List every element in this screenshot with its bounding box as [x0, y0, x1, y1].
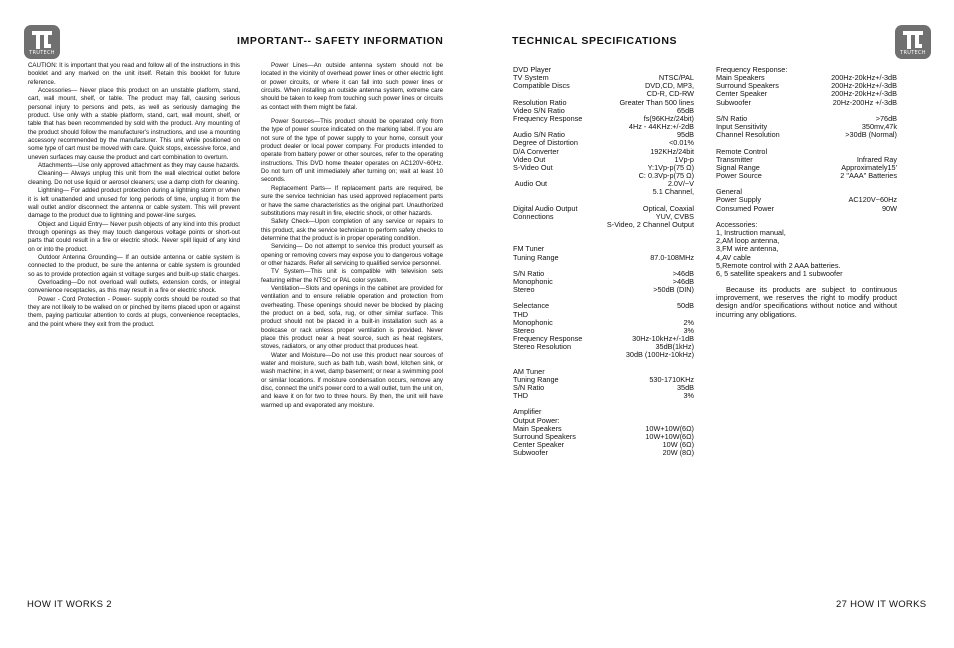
page-footer-left: HOW IT WORKS 2: [27, 599, 112, 610]
logo-text: TRUTECH: [900, 50, 926, 56]
logo-text: TRUTECH: [29, 50, 55, 56]
paragraph: Lightning— For added product protection during a lightning storm or when it is left unattended and unused for long periods of time, unplug it from the wall outlet and/or disconnect the antenna or cable system. This will prevent damage to the product due to lightning and power-line surges.: [28, 187, 240, 220]
safety-title: IMPORTANT-- SAFETY INFORMATION: [237, 35, 444, 47]
improvement-note: Because its products are subject to continuous improvement, we reserves the right to modify product design and/or specifications without notice and without incurring any obligations.: [716, 285, 897, 319]
accessory-item: 5,Remote control with 2 AAA batteries.: [716, 260, 841, 270]
spec-label: Signal Range: [716, 162, 760, 172]
spec-label: S-Video Out: [513, 162, 553, 172]
spec-value: 530-1710KHz: [649, 374, 694, 384]
spec-value: S-Video, 2 Channel Output: [606, 219, 694, 229]
spec-value: Optical, Coaxial: [642, 203, 694, 213]
paragraph: Servicing— Do not attempt to service this product yourself as opening or removing covers may expose you to dangerous voltage or other hazards. Refer all servicing to qualified service personnel.: [261, 243, 443, 267]
paragraph: Water and Moisture—Do not use this product near sources of water and moisture, such as bath tub, wash bowl, kitchen sink, or wash machine; in a wet, damp basement; or near a swimming pool or similar locations. If moisture condensation occurs, remove any disc, connect the unit's power cord to a wall outlet, turn the unit on, and leave it on for two to three hours. By then, the unit will have warmed up and evaporated any moisture.: [261, 351, 443, 409]
spec-value: 3%: [683, 325, 694, 335]
spec-label: Center Speaker: [513, 440, 565, 450]
spec-value: 10W+10W(6Ω): [645, 431, 694, 441]
spec-label: THD: [513, 309, 528, 319]
spec-value: >76dB: [875, 113, 897, 123]
spec-row: [513, 286, 694, 294]
spec-label: Stereo: [513, 325, 535, 335]
spec-value: 200Hz-20kHz+/-3dB: [831, 89, 897, 99]
spec-value: 20W (8Ω): [662, 448, 694, 458]
spec-value: C: 0.3Vp-p(75 Ω): [638, 171, 694, 181]
spec-label: Stereo Resolution: [513, 342, 572, 352]
spec-label: Degree of Distortion: [513, 138, 578, 148]
spec-label: Digital Audio Output: [513, 203, 578, 213]
general-specs: [716, 196, 897, 212]
paragraph: Outdoor Antenna Grounding— If an outside antenna or cable system is connected to the product, be sure the antenna or cable system is grounded so as to provide protection again st voltage surges and built-up static charges.: [28, 253, 240, 278]
paragraph: Power Sources—This product should be operated only from the type of power source indicated on the marking label. If you are not sure of the type of power supply to your home, consult your product dealer or local power company. For products intended to operate from battery power or other sources, refer to the operating instructions. This DVD home theater operates on AC120V~60Hz. Do not turn off unit immediately after turning on; wait at least 10 seconds.: [261, 118, 443, 184]
accessory-item: 6, 5 satellite speakers and 1 subwoofer: [716, 268, 843, 278]
spec-heading: General: [716, 187, 742, 197]
spec-row: [513, 319, 694, 327]
spec-value: DVD,CD, MP3,: [644, 81, 694, 91]
spec-label: TV System: [513, 73, 549, 83]
spec-label: Monophonic: [513, 277, 553, 286]
spec-label: Input Sensitivity: [716, 122, 768, 132]
spec-row: [513, 384, 694, 392]
spec-label: Frequency Response: [513, 113, 583, 123]
spec-label: Power Supply: [716, 195, 762, 205]
right-logo: [895, 25, 931, 59]
left-logo: [24, 25, 60, 59]
spec-value: Approximately15': [841, 162, 897, 172]
fm-selectance-specs: [513, 302, 694, 359]
spec-row: [513, 392, 694, 400]
spec-value: 10W (6Ω): [662, 440, 694, 450]
spec-label: Audio S/N Ratio: [513, 130, 565, 140]
page-footer-right: 27 HOW IT WORKS: [836, 599, 927, 610]
spec-value: 192KHz/24bit: [650, 146, 694, 156]
spec-label: Consumed Power: [716, 203, 774, 213]
spec-value: 30Hz-10kHz+/-1dB: [632, 334, 694, 344]
spec-value: 3%: [683, 391, 694, 401]
spec-label: Center Speaker: [716, 89, 768, 99]
paragraph: Safety Check—Upon completion of any service or repairs to this product, ask the service technician to perform safety checks to determine that the product is in proper operating condition.: [261, 218, 443, 242]
paragraph: Power Lines—An outside antenna system should not be located in the vicinity of overhead power lines or other electric light or power circuits, or where it can fall into such power lines or circuits. When installing an outside antenna system, extreme care should be taken to keep from touching such power lines or circuits as contact with them might be fatal.: [261, 62, 443, 111]
spec-value: 30dB (100Hz-10kHz): [625, 350, 694, 360]
freq-specs: [716, 74, 897, 107]
spec-label: Selectance: [513, 301, 550, 311]
spec-row: [513, 254, 694, 262]
spec-row: [513, 221, 694, 229]
spec-heading: DVD Player: [513, 65, 552, 74]
spec-heading: Remote Control: [716, 146, 768, 156]
paragraph: Object and Liquid Entry— Never push objects of any kind into this product through openings as they may touch dangerous voltage points or short-out parts that could result in a fire or electric shock. Never spill liquid of any kind on or into the product.: [28, 220, 240, 253]
spec-row: [513, 302, 694, 310]
accessory-item: 2,AM loop antenna,: [716, 236, 780, 246]
sn-specs: [716, 115, 897, 139]
spec-label: Main Speakers: [716, 73, 765, 83]
spec-label: Stereo: [513, 285, 535, 295]
paragraph: Overloading—Do not overload wall outlets, extension cords, or integral convenience receptacles, as this may result in a fire or electric shock.: [28, 278, 240, 295]
spec-label: Connections: [513, 211, 554, 221]
paragraph: Accessories— Never place this product on an unstable platform, stand, cart, wall mount, shelf, or table. The product may fall, causing serious personal injury to persons and pets, as well as seriously damaging the product. Use only with a stable platform, stand, cart, wall mount, shelf, or table that has been recommended by sold with the product. Any mounting of the product should follow the manufacturer's instructions, and use a mounting accessory recommended by the manufacturer. This unit while positioned on some type of cart must be moved with care. Quick stops, excessive force, and uneven surfaces may cause the product and cart combination to overturn.: [28, 87, 240, 161]
spec-value: Infrared Ray: [856, 154, 897, 164]
spec-value: fs(96KHz/24bit): [643, 113, 694, 123]
spec-row: [716, 131, 897, 139]
spec-label: Surround Speakers: [513, 431, 576, 441]
spec-value: 350mv,47k: [861, 122, 897, 132]
spec-heading: FM Tuner: [513, 244, 545, 254]
specs-title: TECHNICAL SPECIFICATIONS: [512, 35, 678, 47]
amp-specs: [513, 425, 694, 458]
spec-label: S/N Ratio: [716, 113, 748, 123]
spec-value: CD-R, CD-RW: [646, 89, 694, 99]
spec-value: AC120V~60Hz: [848, 195, 897, 205]
paragraph: Cleaning— Always unplug this unit from the wall electrical outlet before cleaning. Do not use liquid or aerosol cleaners; use a damp cloth for cleaning.: [28, 170, 240, 186]
safety-column-1: [28, 62, 240, 329]
spec-value: >46dB: [672, 277, 694, 286]
spec-value: YUV, CVBS: [655, 211, 694, 221]
spec-label: Main Speakers: [513, 423, 562, 433]
spec-row: [716, 172, 897, 180]
spec-value: 35dB(1kHz): [655, 342, 694, 352]
spec-row: [716, 205, 897, 213]
spec-value: 5.1 Channel,: [652, 187, 694, 197]
spec-label: Tuning Range: [513, 252, 559, 262]
spec-label: Video S/N Ratio: [513, 105, 565, 115]
specs-column-1: [513, 66, 694, 457]
caution-paragraph: CAUTION: It is important that you read and follow all of the instructions in this booklet and any marked on the unit itself. Retain this booklet for future reference.: [28, 62, 240, 86]
spec-row: [513, 351, 694, 359]
spec-value: 90W: [881, 203, 897, 213]
dvd-specs: [513, 74, 694, 196]
fm-sn-specs: [513, 270, 694, 294]
spec-value: NTSC/PAL: [658, 73, 694, 83]
spec-label: THD: [513, 391, 528, 401]
paragraph: TV System—This unit is compatible with television sets featuring either the NTSC or PAL color system.: [261, 268, 443, 284]
spec-label: Resolution Ratio: [513, 97, 567, 107]
spec-value: 200Hz-20kHz+/-3dB: [831, 73, 897, 83]
spec-value: >30dB (Normal): [845, 130, 897, 140]
spec-value: Y:1Vp-p(75 Ω): [647, 162, 694, 172]
spec-value: 1Vp-p: [674, 154, 694, 164]
spec-value: 65dB: [676, 105, 694, 115]
spec-label: Surround Speakers: [716, 81, 779, 91]
digital-specs: [513, 205, 694, 229]
spec-label: Subwoofer: [716, 97, 751, 107]
remote-specs: [716, 156, 897, 180]
accessory-item: 3,FM wire antenna,: [716, 244, 779, 254]
spec-value: >46dB: [672, 268, 694, 278]
spec-value: 2 "AAA" Batteries: [840, 171, 897, 180]
spec-label: D/A Converter: [513, 146, 559, 156]
spec-value: <0.01%: [669, 138, 694, 148]
spec-label: S/N Ratio: [513, 383, 545, 392]
spec-label: Channel Resolution: [716, 130, 780, 140]
fm-specs: [513, 254, 694, 262]
spec-value: 20Hz-200Hz +/-3dB: [832, 97, 897, 107]
spec-subheading: Output Power:: [513, 415, 560, 425]
spec-row: [513, 188, 694, 196]
spec-heading: AM Tuner: [513, 366, 545, 376]
paragraph: Attachments—Use only approved attachment as they may cause hazards.: [38, 162, 240, 170]
accessory-item: 4,AV cable: [716, 252, 751, 262]
spec-value: 200Hz-20kHz+/-3dB: [831, 81, 897, 91]
spec-heading: Frequency Response:: [716, 65, 788, 74]
spec-value: 2.0V/~V: [667, 179, 694, 189]
spec-heading: Accessories:: [716, 219, 758, 229]
spec-label: Frequency Response: [513, 334, 583, 344]
paragraph: Replacement Parts— If replacement parts are required, be sure the service technician has used approved replacement parts or have the same characteristics as the original part. Unauthorized substitutions may result in fire, electric shock, or other hazards.: [261, 184, 443, 217]
spec-row: [513, 449, 694, 457]
spec-value: 95dB: [676, 130, 694, 140]
spec-label: Subwoofer: [513, 448, 548, 458]
spec-value: 87.0-108MHz: [650, 252, 694, 262]
am-specs: [513, 376, 694, 400]
spec-label: Video Out: [513, 154, 546, 164]
spec-value: 2%: [683, 317, 694, 327]
spec-value: 4Hz - 44KHz:+/-2dB: [628, 122, 694, 132]
spec-value: >50dB (DIN): [653, 285, 694, 295]
spec-label: S/N Ratio: [513, 268, 545, 278]
spec-label: Audio Out: [513, 179, 548, 189]
spec-label: Compatible Discs: [513, 81, 570, 91]
specs-column-2: [716, 66, 897, 319]
spec-value: 50dB: [676, 301, 694, 311]
spec-label: Tuning Range: [513, 374, 559, 384]
spec-label: Monophonic: [513, 317, 553, 327]
paragraph: Power - Cord Protection - Power- supply cords should be routed so that they are not likely to be walked on or pinched by items placed upon or against them, paying particular attention to cords at plugs, convenience receptacles, and the point where they exit from the product.: [28, 295, 240, 328]
paragraph: Ventilation—Slots and openings in the cabinet are provided for ventilation and to ensure reliable operation and protection from overheating. These openings should never be blocked by placing the product on a bed, sofa, rug, or other similar surface. This product should not be placed in a built-in installation such as a bookcase or rack unless proper ventilation is provided. Never place this product near a heat source, such as heat registers, stoves, radiators, or any other product that produces heat.: [261, 284, 443, 351]
spec-label: Transmitter: [716, 154, 753, 164]
spec-label: Power Source: [716, 171, 762, 180]
spec-value: Greater Than 500 lines: [619, 97, 694, 107]
spec-value: 35dB: [676, 383, 694, 392]
spec-heading: Amplifier: [513, 407, 542, 417]
safety-column-2: [261, 62, 443, 410]
spec-value: 10W+10W(6Ω): [645, 423, 694, 433]
spec-row: [716, 99, 897, 107]
accessory-item: 1, Instruction manual,: [716, 228, 786, 238]
